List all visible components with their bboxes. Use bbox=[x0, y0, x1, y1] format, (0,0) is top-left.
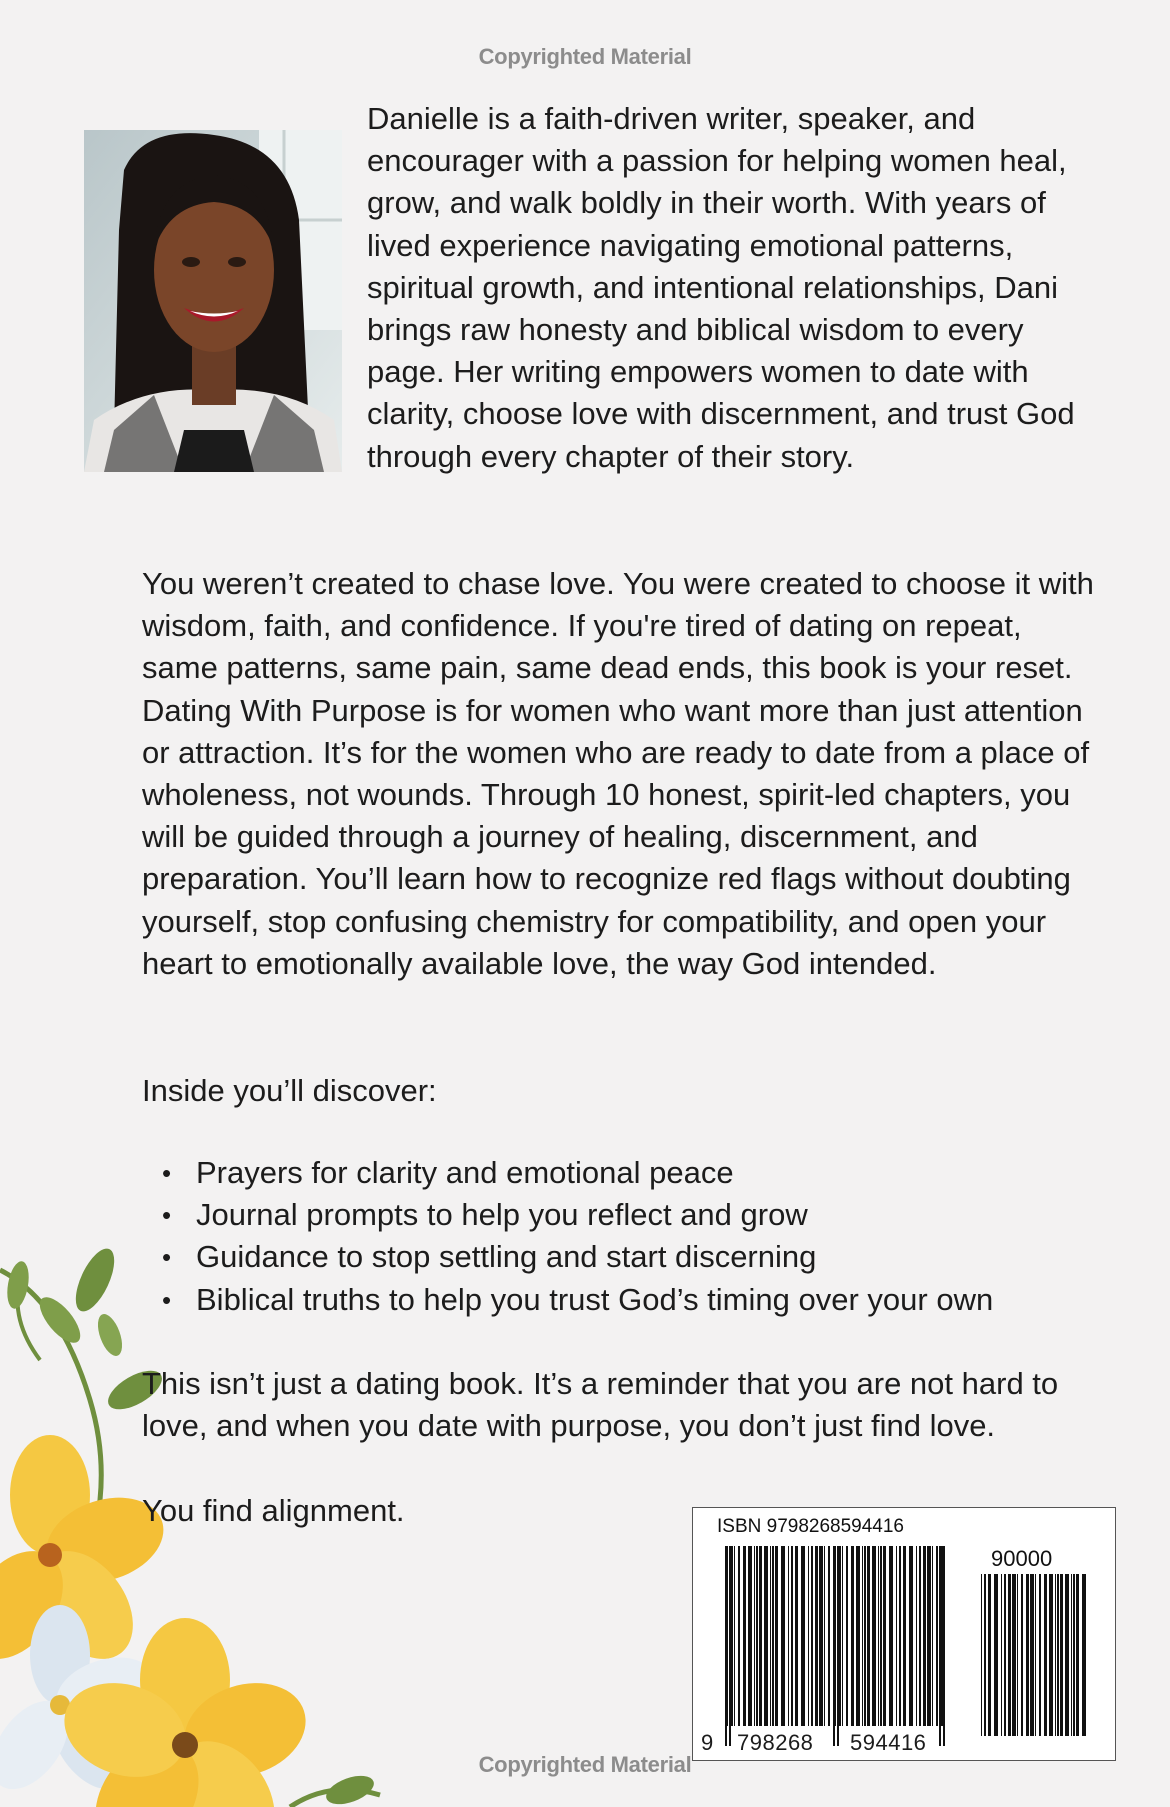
barcode-bar bbox=[764, 1546, 768, 1726]
barcode-bar bbox=[791, 1546, 793, 1726]
barcode-bar bbox=[846, 1546, 848, 1726]
barcode-bar bbox=[916, 1546, 917, 1726]
barcode-bar bbox=[738, 1546, 740, 1726]
barcode-bar bbox=[919, 1546, 921, 1726]
barcode-bar bbox=[1076, 1574, 1079, 1736]
barcode-addon-code: 90000 bbox=[991, 1546, 1053, 1571]
barcode-bar bbox=[775, 1546, 778, 1726]
barcode-bar bbox=[808, 1546, 809, 1726]
bullet-icon: • bbox=[162, 1284, 172, 1315]
barcode-bar bbox=[819, 1546, 823, 1726]
barcode-digits-left: 798268 bbox=[737, 1730, 814, 1755]
barcode-bar bbox=[734, 1546, 735, 1726]
barcode-digits-right: 594416 bbox=[850, 1730, 927, 1755]
author-bio: Danielle is a faith-driven writer, speaker, and encourager with a passion for helping women heal, grow, and walk boldly in their worth. With years of lived experience navigating emotional patterns, spiritual growth, and intentional relationships, Dani brings raw honesty and biblical wisdom to every page. Her writing empowers women to date with clarity, choose love with discernment, and trust God through every chapter of their story. bbox=[367, 101, 1075, 474]
barcode-bar bbox=[788, 1546, 789, 1726]
feature-text: Biblical truths to help you trust God’s timing over your own bbox=[196, 1281, 994, 1317]
barcode-bar bbox=[994, 1574, 998, 1736]
isbn-label: ISBN 9798268594416 bbox=[717, 1516, 904, 1537]
barcode-digit-first: 9 bbox=[701, 1730, 714, 1755]
bullet-icon: • bbox=[162, 1200, 172, 1231]
author-portrait-illustration bbox=[84, 130, 342, 472]
barcode-bar bbox=[1026, 1574, 1029, 1736]
barcode-guard-bar bbox=[729, 1546, 731, 1746]
barcode-bar bbox=[1082, 1574, 1086, 1736]
inside-heading: Inside you’ll discover: bbox=[142, 1073, 437, 1108]
barcode-bar bbox=[795, 1546, 798, 1726]
copyright-watermark-bottom: Copyrighted Material bbox=[478, 1752, 692, 1777]
barcode-guard-bar bbox=[725, 1546, 727, 1746]
barcode-bar bbox=[772, 1546, 774, 1726]
barcode-bar bbox=[1030, 1574, 1034, 1736]
barcode-bar bbox=[781, 1546, 785, 1726]
feature-text: Guidance to stop settling and start discerning bbox=[196, 1239, 817, 1275]
barcode-bar bbox=[1044, 1574, 1047, 1736]
barcode-guard-bar bbox=[939, 1546, 941, 1746]
barcode-bar bbox=[1035, 1574, 1036, 1736]
barcode-bar bbox=[1065, 1574, 1069, 1736]
barcode-bar bbox=[770, 1546, 771, 1726]
barcode-bar bbox=[1017, 1574, 1018, 1736]
barcode-bar bbox=[851, 1546, 854, 1726]
barcode-bar bbox=[883, 1546, 886, 1726]
barcode-bar bbox=[936, 1546, 938, 1726]
barcode-bar bbox=[1071, 1574, 1072, 1736]
barcode-bar bbox=[748, 1546, 752, 1726]
isbn-barcode bbox=[692, 1507, 1116, 1761]
barcode-guard-bar bbox=[837, 1546, 839, 1746]
barcode-bar bbox=[815, 1546, 818, 1726]
barcode-bar bbox=[903, 1546, 906, 1726]
barcode-bar bbox=[988, 1574, 991, 1736]
bullet-icon: • bbox=[162, 1158, 172, 1188]
barcode-guard-bar bbox=[833, 1546, 835, 1746]
barcode-bar bbox=[1001, 1574, 1002, 1736]
barcode-bar bbox=[1057, 1574, 1059, 1736]
barcode-bar bbox=[824, 1546, 825, 1726]
barcode-bar bbox=[756, 1546, 758, 1726]
barcode-bar bbox=[872, 1546, 876, 1726]
barcode-bar bbox=[1012, 1574, 1016, 1736]
barcode-bar bbox=[842, 1546, 843, 1726]
barcode-bar bbox=[889, 1546, 893, 1726]
barcode-bar bbox=[856, 1546, 860, 1726]
barcode-bar bbox=[1021, 1574, 1023, 1736]
barcode-bar bbox=[811, 1546, 813, 1726]
feature-item bbox=[142, 1194, 1102, 1236]
barcode-bar bbox=[896, 1546, 897, 1726]
barcode-bars bbox=[693, 1508, 1117, 1762]
book-description: You weren’t created to chase love. You were created to choose it with wisdom, faith, and confidence. If you're tired of dating on repeat, same patterns, same pain, same dead ends, this book is your reset. Dating With Purpose is for women who want more than just attention or attraction. It’s for the women who are ready to date from a place of wholeness, not wounds. Through 10 honest, spirit-led chapters, you will be guided through a journey of healing, discernment, and preparation. You’ll learn how to recognize red flags without doubting yourself, stop confusing chemistry for compatibility, and open your heart to emotionally available love, the way God intended. bbox=[142, 566, 1094, 981]
barcode-bar bbox=[743, 1546, 746, 1726]
barcode-guard-bar bbox=[943, 1546, 945, 1746]
barcode-bar bbox=[909, 1546, 913, 1726]
barcode-bar bbox=[984, 1574, 986, 1736]
barcode-bar bbox=[1004, 1574, 1006, 1736]
barcode-bar bbox=[1073, 1574, 1075, 1736]
barcode-bar bbox=[828, 1546, 830, 1726]
barcode-bar bbox=[1060, 1574, 1063, 1736]
barcode-bar bbox=[867, 1546, 870, 1726]
barcode-bar bbox=[880, 1546, 882, 1726]
barcode-bar bbox=[1055, 1574, 1056, 1736]
barcode-bar bbox=[927, 1546, 931, 1726]
barcode-bar bbox=[981, 1574, 982, 1736]
barcode-bar bbox=[1039, 1574, 1041, 1736]
author-photo bbox=[84, 130, 342, 472]
barcode-bar bbox=[932, 1546, 933, 1726]
barcode-bar bbox=[754, 1546, 755, 1726]
barcode-bar bbox=[1008, 1574, 1011, 1736]
bullet-icon: • bbox=[162, 1242, 172, 1273]
barcode-bar bbox=[923, 1546, 926, 1726]
feature-text: Prayers for clarity and emotional peace bbox=[196, 1155, 734, 1190]
closing-paragraph: This isn’t just a dating book. It’s a reminder that you are not hard to love, and when you date with purpose, you don’t just find love. bbox=[142, 1366, 1059, 1444]
barcode-bar bbox=[862, 1546, 863, 1726]
feature-item bbox=[142, 1152, 1102, 1194]
copyright-watermark-top: Copyrighted Material bbox=[478, 44, 692, 69]
barcode-bar bbox=[801, 1546, 805, 1726]
closing-line: You find alignment. bbox=[142, 1493, 405, 1528]
barcode-bar bbox=[864, 1546, 866, 1726]
feature-text: Journal prompts to help you reflect and grow bbox=[196, 1197, 808, 1233]
barcode-bar bbox=[1049, 1574, 1053, 1736]
barcode-bar bbox=[899, 1546, 901, 1726]
barcode-bar bbox=[878, 1546, 879, 1726]
barcode-bar bbox=[759, 1546, 762, 1726]
